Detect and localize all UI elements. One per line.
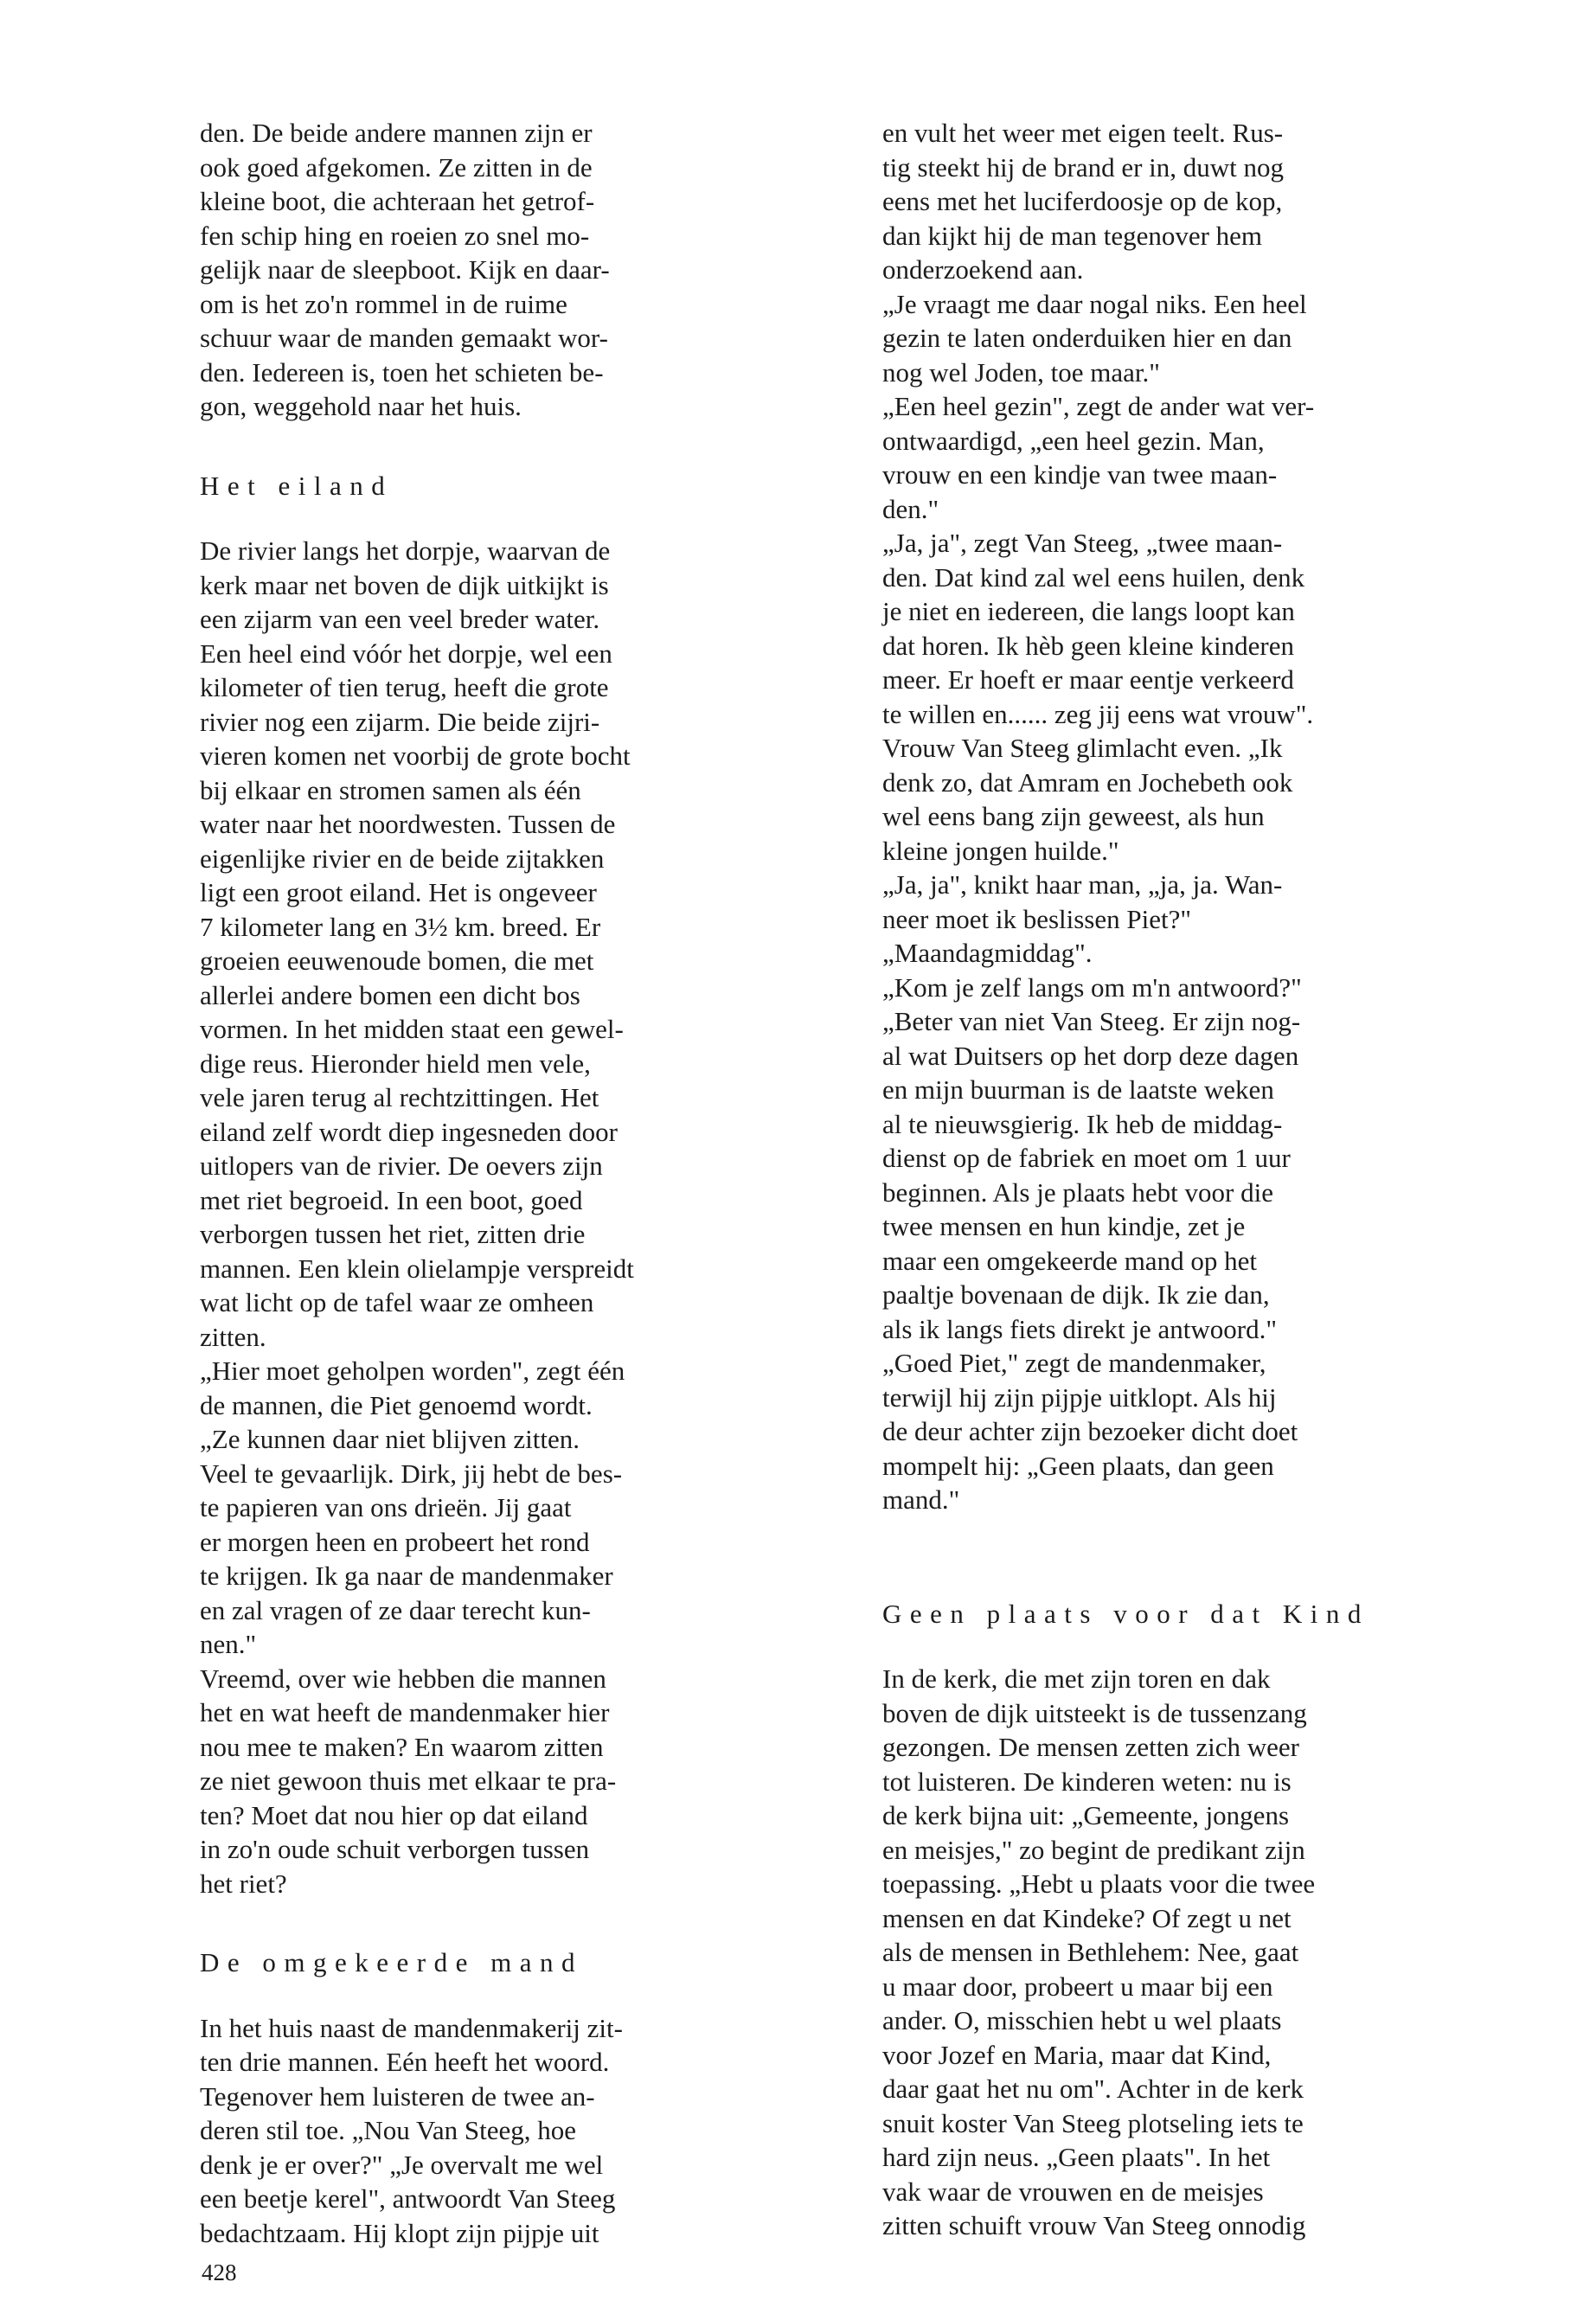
text-line: „Ja, ja", zegt Van Steeg, „twee maan- bbox=[882, 528, 1283, 558]
right-column bbox=[882, 116, 1479, 2243]
text-line: een beetje kerel", antwoordt Van Steeg bbox=[200, 2183, 616, 2214]
text-line: mannen. Een klein olielampje verspreidt bbox=[200, 1253, 634, 1284]
text-line: ook goed afgekomen. Ze zitten in de bbox=[200, 151, 593, 183]
text-line: voor Jozef en Maria, maar dat Kind, bbox=[882, 2039, 1272, 2070]
text-line: twee mensen en hun kindje, zet je bbox=[882, 1211, 1246, 1241]
text-line: „Kom je zelf langs om m'n antwoord?" bbox=[882, 971, 1302, 1003]
text-line: deren stil toe. „Nou Van Steeg, hoe bbox=[200, 2115, 577, 2145]
text-line: „Hier moet geholpen worden", zegt één bbox=[200, 1356, 625, 1386]
text-line: vormen. In het midden staat een gewel- bbox=[200, 1014, 624, 1044]
text-line: al wat Duitsers op het dorp deze dagen bbox=[882, 1040, 1299, 1071]
right-paragraph-1 bbox=[882, 116, 1479, 1517]
text-line: kleine jongen huilde." bbox=[882, 835, 1119, 866]
text-line: allerlei andere bomen een dicht bos bbox=[200, 979, 580, 1010]
text-line: „Beter van niet Van Steeg. Er zijn nog- bbox=[882, 1006, 1301, 1036]
text-line: water naar het noordwesten. Tussen de bbox=[200, 809, 616, 839]
text-line: de kerk bijna uit: „Gemeente, jongens bbox=[882, 1800, 1290, 1830]
text-line: gelijk naar de sleepboot. Kijk en daar- bbox=[200, 254, 610, 285]
text-line: te papieren van ons drieën. Jij gaat bbox=[200, 1492, 572, 1522]
text-line: „Je vraagt me daar nogal niks. Een heel bbox=[882, 288, 1307, 319]
text-line: dige reus. Hieronder hield men vele, bbox=[200, 1048, 591, 1079]
left-column bbox=[200, 116, 797, 2250]
text-line: verborgen tussen het riet, zitten drie bbox=[200, 1219, 586, 1249]
text-line: Een heel eind vóór het dorpje, wel een bbox=[200, 638, 612, 669]
right-paragraph-2 bbox=[882, 1662, 1479, 2243]
text-line: te krijgen. Ik ga naar de mandenmaker bbox=[200, 1561, 613, 1591]
text-line: vrouw en een kindje van twee maan- bbox=[882, 459, 1278, 490]
text-line: beginnen. Als je plaats hebt voor die bbox=[882, 1176, 1273, 1208]
text-line: toepassing. „Hebt u plaats voor die twee bbox=[882, 1868, 1316, 1899]
text-line: ten drie mannen. Eén heeft het woord. bbox=[200, 2047, 610, 2077]
text-line: schuur waar de manden gemaakt wor- bbox=[200, 323, 608, 353]
text-line: In het huis naast de mandenmakerij zit- bbox=[200, 2012, 623, 2043]
text-line: tot luisteren. De kinderen weten: nu is bbox=[882, 1766, 1292, 1797]
text-line: denk je er over?" „Je overvalt me wel bbox=[200, 2149, 604, 2180]
text-line: ander. O, misschien hebt u wel plaats bbox=[882, 2005, 1282, 2035]
text-line: „Maandagmiddag". bbox=[882, 938, 1093, 968]
text-line: bij elkaar en stromen samen als één bbox=[200, 774, 581, 805]
text-line: groeien eeuwenoude bomen, die met bbox=[200, 945, 594, 976]
text-line: je niet en iedereen, die langs loopt kan bbox=[882, 596, 1295, 626]
text-line: mensen en dat Kindeke? Of zegt u net bbox=[882, 1902, 1292, 1933]
text-line: eigenlijke rivier en de beide zijtakken bbox=[200, 843, 605, 874]
heading-het-eiland: Het eiland bbox=[200, 470, 394, 501]
text-line: eens met het luciferdoosje op de kop, bbox=[882, 186, 1283, 216]
text-line: kilometer of tien terug, heeft die grote bbox=[200, 672, 609, 702]
text-line: ten? Moet dat nou hier op dat eiland bbox=[200, 1799, 588, 1830]
heading-de-omgekeerde-mand: De omgekeerde mand bbox=[200, 1947, 583, 1977]
text-line: ontwaardigd, „een heel gezin. Man, bbox=[882, 425, 1265, 456]
text-line: gezin te laten onderduiken hier en dan bbox=[882, 323, 1292, 353]
text-line: dienst op de fabriek en moet om 1 uur bbox=[882, 1143, 1291, 1173]
text-line: en zal vragen of ze daar terecht kun- bbox=[200, 1594, 591, 1625]
text-line: in zo'n oude schuit verborgen tussen bbox=[200, 1834, 590, 1864]
text-line: Vrouw Van Steeg glimlacht even. „Ik bbox=[882, 733, 1283, 763]
text-line: wat licht op de tafel waar ze omheen bbox=[200, 1287, 594, 1317]
left-paragraph-1 bbox=[200, 116, 797, 424]
text-line: onderzoekend aan. bbox=[882, 254, 1084, 285]
text-line: ligt een groot eiland. Het is ongeveer bbox=[200, 877, 597, 907]
text-line: den. Dat kind zal wel eens huilen, denk bbox=[882, 561, 1305, 593]
text-line: „Ja, ja", knikt haar man, „ja, ja. Wan- bbox=[882, 869, 1283, 900]
text-line: meer. Er hoeft er maar eentje verkeerd bbox=[882, 664, 1294, 695]
text-line: dat horen. Ik hèb geen kleine kinderen bbox=[882, 630, 1295, 661]
text-line: gezongen. De mensen zetten zich weer bbox=[882, 1732, 1299, 1762]
text-line: boven de dijk uitsteekt is de tussenzang bbox=[882, 1697, 1307, 1728]
text-line: u maar door, probeert u maar bij een bbox=[882, 1971, 1273, 2002]
text-line: uitlopers van de rivier. De oevers zijn bbox=[200, 1150, 603, 1181]
text-line: ze niet gewoon thuis met elkaar te pra- bbox=[200, 1766, 617, 1796]
text-line: een zijarm van een veel breder water. bbox=[200, 604, 600, 634]
text-line: neer moet ik beslissen Piet?" bbox=[882, 903, 1192, 934]
text-line: maar een omgekeerde mand op het bbox=[882, 1245, 1257, 1276]
text-line: het en wat heeft de mandenmaker hier bbox=[200, 1697, 610, 1727]
text-line: snuit koster Van Steeg plotseling iets te bbox=[882, 2107, 1304, 2138]
text-line: als de mensen in Bethlehem: Nee, gaat bbox=[882, 1937, 1299, 1967]
text-line: tig steekt hij de brand er in, duwt nog bbox=[882, 151, 1285, 183]
text-line: al te nieuwsgierig. Ik heb de middag- bbox=[882, 1108, 1283, 1139]
text-line: den. De beide andere mannen zijn er bbox=[200, 118, 593, 148]
text-line: nen." bbox=[200, 1629, 257, 1659]
text-line: 7 kilometer lang en 3½ km. breed. Er bbox=[200, 911, 601, 942]
text-line: met riet begroeid. In een boot, goed bbox=[200, 1184, 583, 1215]
text-line: gon, weggehold naar het huis. bbox=[200, 391, 522, 421]
text-line: en meisjes," zo begint de predikant zijn bbox=[882, 1834, 1305, 1865]
text-line: daar gaat het nu om". Achter in de kerk bbox=[882, 2073, 1304, 2104]
text-line: vieren komen net voorbij de grote bocht bbox=[200, 740, 631, 771]
left-paragraph-2 bbox=[200, 534, 797, 1900]
text-line: nou mee te maken? En waarom zitten bbox=[200, 1731, 604, 1762]
text-line: het riet? bbox=[200, 1868, 287, 1899]
text-line: hard zijn neus. „Geen plaats". In het bbox=[882, 2142, 1271, 2172]
text-line: Veel te gevaarlijk. Dirk, jij hebt de bes- bbox=[200, 1458, 623, 1489]
text-line: er morgen heen en probeert het rond bbox=[200, 1526, 590, 1557]
page-number: 428 bbox=[202, 2259, 237, 2285]
heading-geen-plaats-voor-dat-kind: Geen plaats voor dat Kind bbox=[882, 1598, 1369, 1629]
text-line: en vult het weer met eigen teelt. Rus- bbox=[882, 118, 1284, 148]
text-line: De rivier langs het dorpje, waarvan de bbox=[200, 535, 611, 566]
text-line: „Goed Piet," zegt de mandenmaker, bbox=[882, 1348, 1266, 1378]
text-line: wel eens bang zijn geweest, als hun bbox=[882, 801, 1265, 831]
text-line: Tegenover hem luisteren de twee an- bbox=[200, 2080, 595, 2112]
text-line: vak waar de vrouwen en de meisjes bbox=[882, 2176, 1264, 2207]
text-line: terwijl hij zijn pijpje uitklopt. Als hij bbox=[882, 1381, 1277, 1413]
text-line: de mannen, die Piet genoemd wordt. bbox=[200, 1389, 593, 1420]
text-line: denk zo, dat Amram en Jochebeth ook bbox=[882, 766, 1293, 798]
text-line: zitten. bbox=[200, 1321, 266, 1352]
text-line: rivier nog een zijarm. Die beide zijri- bbox=[200, 706, 600, 737]
text-line: de deur achter zijn bezoeker dicht doet bbox=[882, 1416, 1298, 1446]
left-paragraph-3 bbox=[200, 2011, 797, 2251]
text-line: mand." bbox=[882, 1484, 960, 1515]
text-line: den. Iedereen is, toen het schieten be- bbox=[200, 356, 604, 388]
text-line: kleine boot, die achteraan het getrof- bbox=[200, 186, 595, 216]
text-line: te willen en...... zeg jij eens wat vrouw". bbox=[882, 698, 1314, 729]
text-line: fen schip hing en roeien zo snel mo- bbox=[200, 220, 590, 251]
text-line: en mijn buurman is de laatste weken bbox=[882, 1074, 1274, 1105]
text-line: paaltje bovenaan de dijk. Ik zie dan, bbox=[882, 1279, 1270, 1310]
text-line: als ik langs fiets direkt je antwoord." bbox=[882, 1313, 1278, 1344]
text-line: „Een heel gezin", zegt de ander wat ver- bbox=[882, 391, 1315, 421]
text-line: bedachtzaam. Hij klopt zijn pijpje uit bbox=[200, 2217, 599, 2248]
text-line: mompelt hij: „Geen plaats, dan geen bbox=[882, 1450, 1274, 1481]
text-line: dan kijkt hij de man tegenover hem bbox=[882, 220, 1263, 251]
text-line: den." bbox=[882, 493, 939, 524]
text-line: eiland zelf wordt diep ingesneden door bbox=[200, 1116, 618, 1147]
text-line: nog wel Joden, toe maar." bbox=[882, 356, 1160, 388]
text-line: In de kerk, die met zijn toren en dak bbox=[882, 1663, 1271, 1694]
text-line: om is het zo'n rommel in de ruime bbox=[200, 288, 567, 319]
text-line: vele jaren terug al rechtzittingen. Het bbox=[200, 1082, 599, 1112]
text-line: zitten schuift vrouw Van Steeg onnodig bbox=[882, 2210, 1306, 2240]
text-line: Vreemd, over wie hebben die mannen bbox=[200, 1663, 606, 1694]
text-line: „Ze kunnen daar niet blijven zitten. bbox=[200, 1424, 580, 1454]
text-line: kerk maar net boven de dijk uitkijkt is bbox=[200, 569, 609, 600]
